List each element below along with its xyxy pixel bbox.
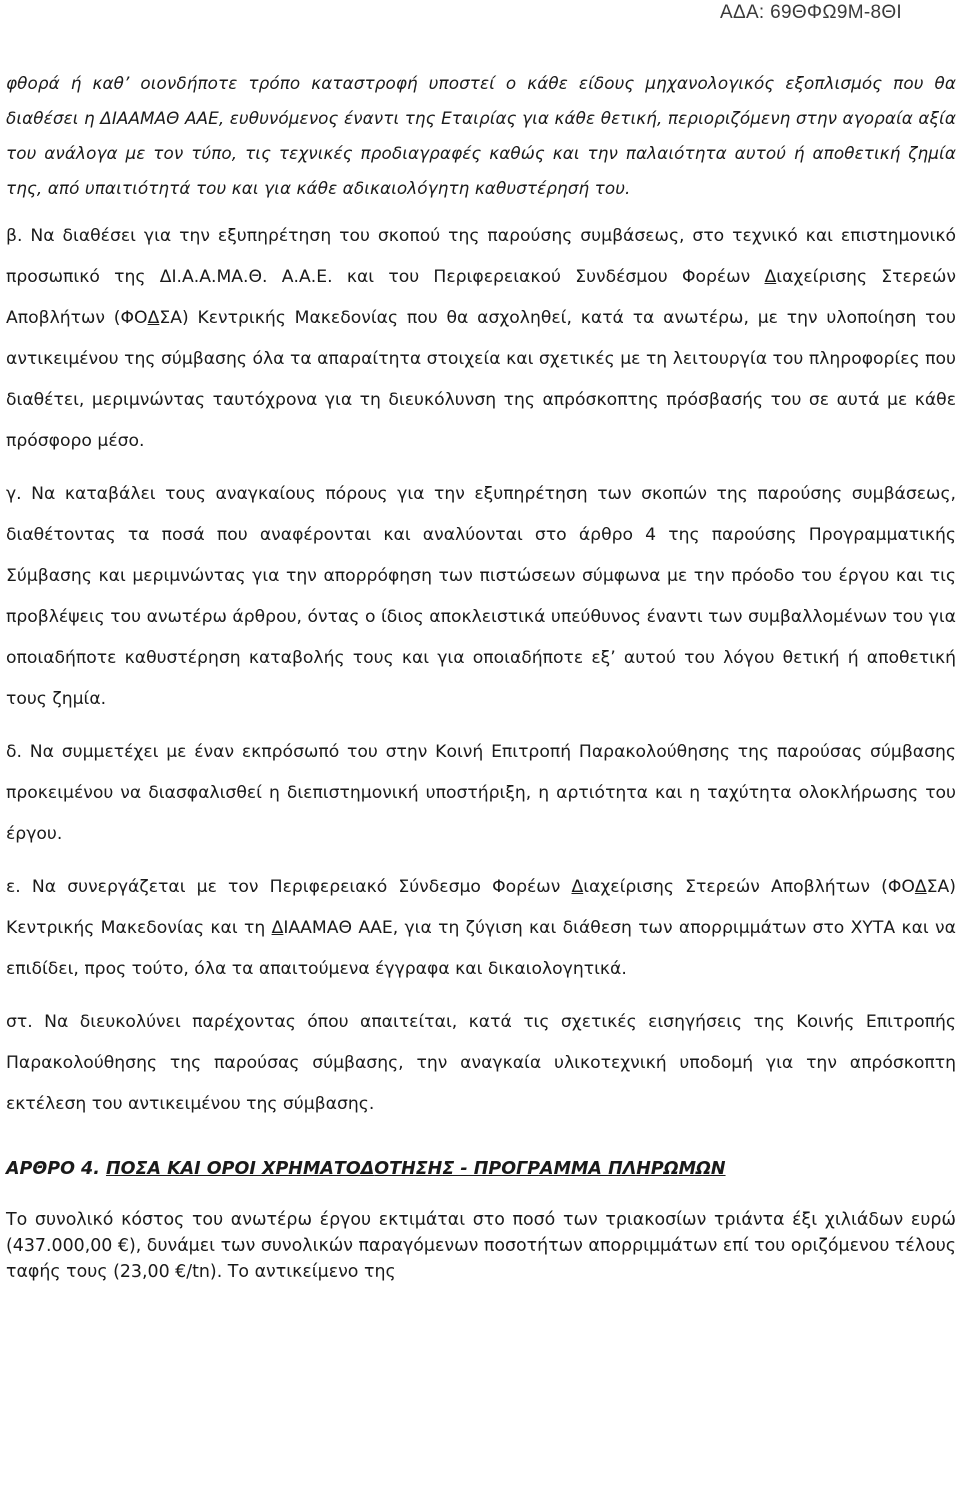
paragraph-d: δ. Να συμμετέχει με έναν εκπρόσωπό του στην Κοινή Επιτροπή Παρακολούθησης της παρούσας σύμβασης προκειμένου να διασφαλισθεί η διεπιστημονική υποστήριξη, η αρτιότητα και η ταχύτητα ολοκλήρωσης του έργου. [6, 742, 956, 844]
paragraph-b [6, 216, 956, 462]
paragraph-e-text-1: ε. Να συνεργάζεται με τον Περιφερειακό Σύνδεσμο Φορέων [6, 877, 572, 897]
underlined-delta: Δ [571, 877, 584, 897]
paragraph-b-text-1: β. Να διαθέσει για την εξυπηρέτηση του σκοπού της παρούσης συμβάσεως, στο τεχνικό και επιστημονικό προσωπικό της [6, 226, 956, 287]
paragraph-e-text-3: ΣΑ) Κεντρικής Μακεδονίας και τη [6, 877, 956, 938]
document-body [6, 66, 956, 1302]
underlined-delta: Δ [271, 918, 284, 938]
article-title-part-2: ΟΤΗΣΗΣ - ΠΡΟΓΡΑΜΜΑ ΠΛΗΡΩΜΩΝ [374, 1159, 726, 1179]
paragraph-c: γ. Να καταβάλει τους αναγκαίους πόρους για την εξυπηρέτηση των σκοπών της παρούσης συμβάσεως, διαθέτοντας τα ποσά που αναφέρονται και αναλύονται στο άρθρο 4 της παρούσης Προγραμματικής Σύμβασης και μεριμνώντας για την απορρόφηση των πιστώσεων σύμφωνα με την πρόοδο του έργου και τις προβλέψεις του ανωτέρω άρθρου, όντας ο ίδιος αποκλειστικά υπεύθυνος έναντι των συμβαλλομένων του για οποιαδήποτε καθυστέρηση καταβολής τους και για οποιαδήποτε εξ’ αυτού του λόγου θετική ή αποθετική τους ζημία. [6, 484, 956, 709]
article-4-body: Το συνολικό κόστος του ανωτέρω έργου εκτιμάται στο ποσό των τριακοσίων τριάντα έξι χιλιάδων ευρώ (437.000,00 €), δυνάμει των συνολικών παραγόμενων ποσοτήτων απορριμμάτων επί του οριζόμενου τέλους ταφής τους (23,00 €/tn). Το αντικείμενο της [6, 1210, 956, 1282]
article-title-part-1: ΠΟΣΑ ΚΑΙ ΟΡΟΙ ΧΡΗΜΑΤΟ [105, 1159, 361, 1179]
paragraph-b-text-4: ΣΑ) Κεντρικής Μακεδονίας που θα ασχοληθεί, κατά τα ανωτέρω, με την υλοποίηση του αντικειμένου της σύμβασης όλα τα απαραίτητα στοιχεία και σχετικές με τη λειτουργία του πληροφορίες που διαθέτει, μεριμνώντας ταυτόχρονα για τη διευκόλυνση της απρόσκοπτης πρόσβασής του σε αυτά με κάθε πρόσφορο μέσο. [6, 308, 956, 451]
paragraph-b-text-2: και του Περιφερειακού Συνδέσμου Φορέων [332, 267, 765, 287]
underlined-delta: Δ [764, 267, 777, 287]
paragraph-b-text-3: ιαχείρισης Στερεών Αποβλήτων (ΦΟ [6, 267, 956, 328]
paragraph-e [6, 867, 956, 990]
article-number: ΑΡΘΡΟ 4. [6, 1159, 106, 1179]
paragraph-a-continuation: φθορά ή καθ’ οιονδήποτε τρόπο καταστροφή υποστεί ο κάθε είδους μηχανολογικός εξοπλισμός που θα διαθέσει η ΔΙΑΑΜΑΘ ΑΑΕ, ευθυνόμενος έναντι της Εταιρίας για κάθε θετική, περιοριζόμενη στην αγοραία αξία του ανάλογα με τον τύπο, τις τεχνικές προδιαγραφές καθώς και την παλαιότητα αυτού ή αποθετική ζημία της, από υπαιτιότητά του και για κάθε αδικαιολόγητη καθυστέρησή του. [6, 73, 956, 198]
underlined-delta: Δ [147, 308, 160, 328]
organization-abbrev: ΔΙ.Α.Α.ΜΑ.Θ. Α.Α.Ε. [159, 267, 333, 287]
underlined-delta: Δ [914, 877, 927, 897]
article-title-delta: Δ [360, 1159, 375, 1179]
paragraph-e-text-4: ΙΑΑΜΑΘ ΑΑΕ, για τη ζύγιση και διάθεση των απορριμμάτων στο ΧΥΤΑ και να επιδίδει, προς τούτο, όλα τα απαιτούμενα έγγραφα και δικαιολογητικά. [6, 918, 956, 979]
paragraph-st: στ. Να διευκολύνει παρέχοντας όπου απαιτείται, κατά τις σχετικές εισηγήσεις της Κοινής Επιτροπής Παρακολούθησης της παρούσας σύμβασης, την αναγκαία υλικοτεχνική υποδομή για την απρόσκοπτη εκτέλεση του αντικειμένου της σύμβασης. [6, 1012, 956, 1114]
paragraph-e-text-2: ιαχείρισης Στερεών Αποβλήτων (ΦΟ [583, 877, 915, 897]
ada-code-header: ΑΔΑ: 69ΘΦΩ9Μ-8ΘΙ [719, 2, 902, 23]
article-4-heading [6, 1157, 956, 1181]
